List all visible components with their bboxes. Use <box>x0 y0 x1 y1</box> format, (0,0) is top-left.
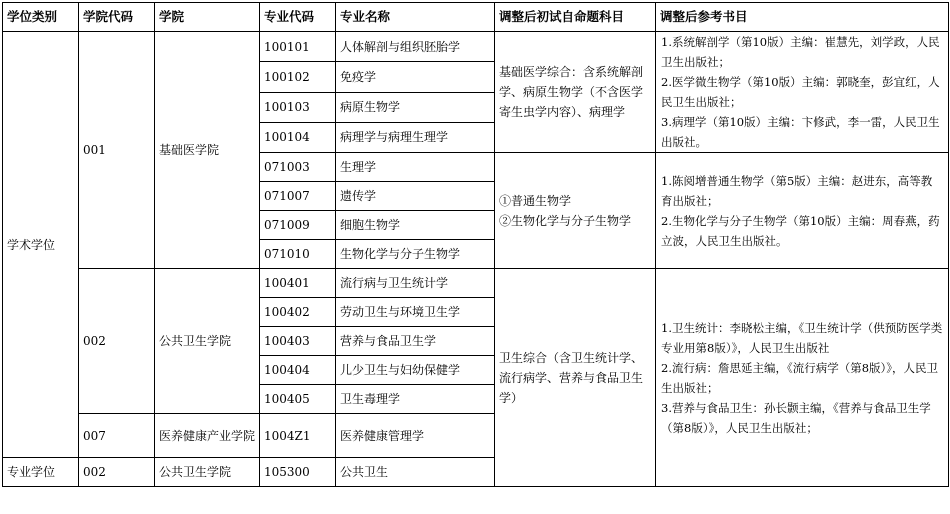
major-name: 公共卫生 <box>336 458 495 487</box>
exam-subject: 基础医学综合：含系统解剖学、病原生物学（不含医学寄生虫学内容）、病理学 <box>495 32 656 153</box>
major-code: 071010 <box>260 240 336 269</box>
major-code: 100401 <box>260 269 336 298</box>
header-reference-books: 调整后参考书目 <box>656 3 949 32</box>
major-code: 100103 <box>260 92 336 122</box>
header-degree-type: 学位类别 <box>3 3 79 32</box>
major-name: 生理学 <box>336 153 495 182</box>
header-major-name: 专业名称 <box>336 3 495 32</box>
major-name: 流行病与卫生统计学 <box>336 269 495 298</box>
major-code: 100404 <box>260 356 336 385</box>
college-code: 007 <box>79 414 155 458</box>
major-name: 儿少卫生与妇幼保健学 <box>336 356 495 385</box>
major-code: 071009 <box>260 211 336 240</box>
exam-subject-line: ①普通生物学 <box>499 193 572 208</box>
major-name: 营养与食品卫生学 <box>336 327 495 356</box>
table-row <box>3 32 949 62</box>
exam-subject: 卫生综合（含卫生统计学、流行病学、营养与食品卫生学） <box>495 269 656 487</box>
major-code: 100101 <box>260 32 336 62</box>
major-code: 1004Z1 <box>260 414 336 458</box>
major-name: 遗传学 <box>336 182 495 211</box>
degree-type-professional: 专业学位 <box>3 458 79 487</box>
exam-subject <box>495 153 656 269</box>
reference-books: 1.卫生统计：李晓松主编，《卫生统计学（供预防医学类专业用第8版）》，人民卫生出版社 2.流行病：詹思延主编，《流行病学（第8版）》，人民卫生出版社； 3.营养与食品卫生：孙长颢主编，《营养与食品卫生学（第8版）》，人民卫生出版社； <box>656 269 949 487</box>
major-code: 100405 <box>260 385 336 414</box>
college-name: 公共卫生学院 <box>155 269 260 414</box>
header-exam-subject: 调整后初试自命题科目 <box>495 3 656 32</box>
reference-books: 1.系统解剖学（第10版）主编：崔慧先，刘学政，人民卫生出版社； 2.医学微生物学（第10版）主编：郭晓奎，彭宜红，人民卫生出版社； 3.病理学（第10版）主编：卞修武，李一雷，人民卫生出版社。 <box>656 32 949 153</box>
college-code: 001 <box>79 32 155 269</box>
major-name: 劳动卫生与环境卫生学 <box>336 298 495 327</box>
degree-type-academic: 学术学位 <box>3 32 79 458</box>
header-college: 学院 <box>155 3 260 32</box>
major-code: 100104 <box>260 122 336 152</box>
adjustment-table <box>2 2 949 487</box>
major-code: 100102 <box>260 62 336 92</box>
major-name: 生物化学与分子生物学 <box>336 240 495 269</box>
major-code: 100403 <box>260 327 336 356</box>
major-code: 071003 <box>260 153 336 182</box>
major-name: 免疫学 <box>336 62 495 92</box>
major-code: 105300 <box>260 458 336 487</box>
college-name: 医养健康产业学院 <box>155 414 260 458</box>
college-code: 002 <box>79 458 155 487</box>
major-name: 卫生毒理学 <box>336 385 495 414</box>
header-college-code: 学院代码 <box>79 3 155 32</box>
exam-subject-line: ②生物化学与分子生物学 <box>499 213 632 228</box>
major-name: 细胞生物学 <box>336 211 495 240</box>
major-code: 100402 <box>260 298 336 327</box>
major-code: 071007 <box>260 182 336 211</box>
reference-books: 1.陈阅增普通生物学（第5版）主编：赵进东，高等教育出版社； 2.生物化学与分子生物学（第10版）主编：周春燕，药立波，人民卫生出版社。 <box>656 153 949 269</box>
college-name: 基础医学院 <box>155 32 260 269</box>
table-row <box>3 269 949 298</box>
major-name: 医养健康管理学 <box>336 414 495 458</box>
major-name: 人体解剖与组织胚胎学 <box>336 32 495 62</box>
header-row <box>3 3 949 32</box>
college-name: 公共卫生学院 <box>155 458 260 487</box>
major-name: 病原生物学 <box>336 92 495 122</box>
header-major-code: 专业代码 <box>260 3 336 32</box>
major-name: 病理学与病理生理学 <box>336 122 495 152</box>
college-code: 002 <box>79 269 155 414</box>
